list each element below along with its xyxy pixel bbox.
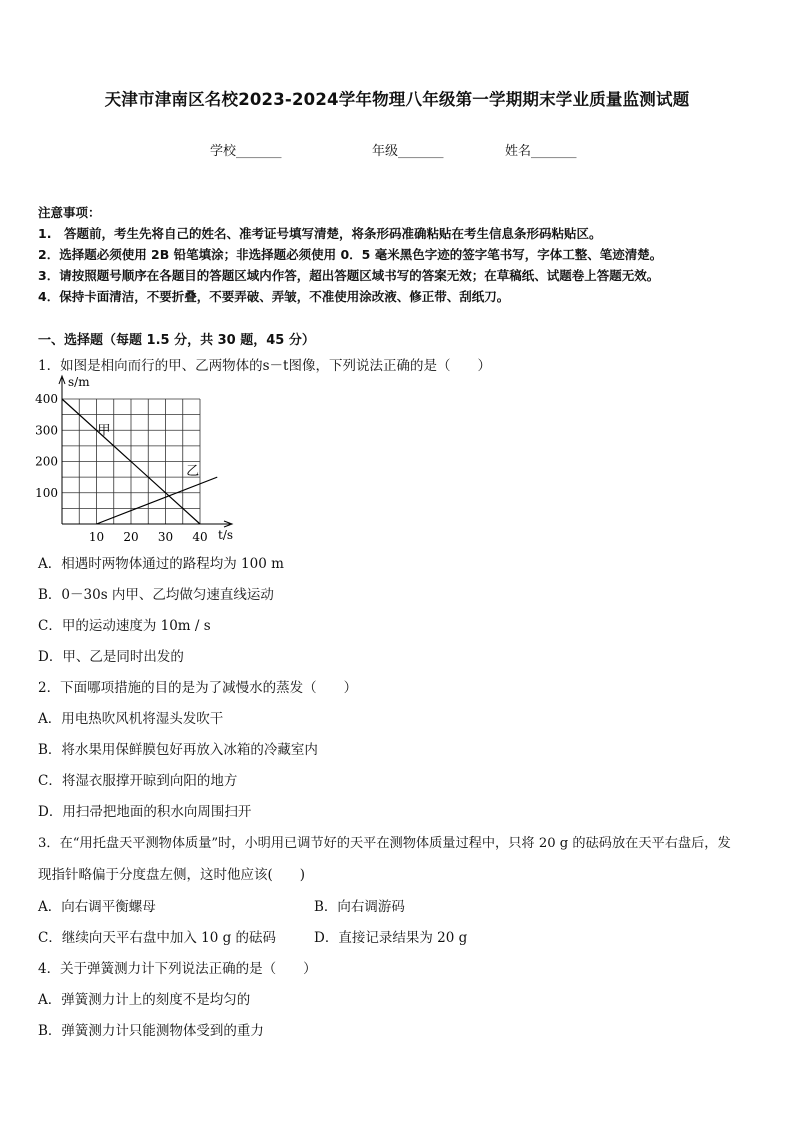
q3-option-d: D．直接记录结果为 20 g xyxy=(314,930,468,946)
page-title: 天津市津南区名校2023-2024学年物理八年级第一学期期末学业质量监测试题 xyxy=(104,90,690,109)
name-field: 姓名_______ xyxy=(505,144,577,159)
section-title: 一、选择题（每题 1.5 分，共 30 题，45 分） xyxy=(38,333,315,348)
notice-item-2: 2．选择题必须使用 2B 铅笔填涂；非选择题必须使用 0．5 毫米黑色字迹的签字笔书写，字体工整、笔迹清楚。 xyxy=(38,247,663,262)
school-field: 学校_______ xyxy=(210,144,282,159)
y-tick-label: 100 xyxy=(35,485,58,500)
notice-item-1: 1. 答题前，考生先将自己的姓名、准考证号填写清楚，将条形码准确粘贴在考生信息条形码粘贴区。 xyxy=(38,226,602,241)
series-label-yi: 乙 xyxy=(186,464,200,480)
q4-option-b: B．弹簧测力计只能测物体受到的重力 xyxy=(38,1023,264,1039)
q1-option-d: D．甲、乙是同时出发的 xyxy=(38,649,184,665)
y-tick-label: 400 xyxy=(35,392,58,406)
q2-option-c: C．将湿衣服撑开晾到向阳的地方 xyxy=(38,773,238,789)
q2-stem: 2．下面哪项措施的目的是为了减慢水的蒸发（ ） xyxy=(38,680,358,696)
q3-option-a: A．向右调平衡螺母 xyxy=(38,899,156,915)
q1-stem: 1．如图是相向而行的甲、乙两物体的s－t图像，下列说法正确的是（ ） xyxy=(38,358,491,374)
q4-stem: 4．关于弹簧测力计下列说法正确的是（ ） xyxy=(38,961,317,977)
x-tick-label: 10 xyxy=(88,530,105,544)
x-tick-label: 20 xyxy=(123,530,139,544)
y-axis-label: s/m xyxy=(68,375,90,389)
q2-option-d: D．用扫帚把地面的积水向周围扫开 xyxy=(38,804,252,820)
q4-option-a: A．弹簧测力计上的刻度不是均匀的 xyxy=(38,992,251,1008)
notice-heading: 注意事项： xyxy=(38,205,101,220)
q3-stem-line1: 3．在“用托盘天平测物体质量”时，小明用已调节好的天平在测物体质量过程中，只将 20 g 的砝码放在天平右盘后，发 xyxy=(38,836,731,851)
notice-item-4: 4．保持卡面清洁，不要折叠，不要弄破、弄皱，不准使用涂改液、修正带、刮纸刀。 xyxy=(38,289,510,304)
q3-option-c: C．继续向天平右盘中加入 10 g 的砝码 xyxy=(38,930,277,946)
q1-option-c: C．甲的运动速度为 10m / s xyxy=(38,618,211,634)
q3-option-b: B．向右调游码 xyxy=(314,899,405,915)
x-tick-label: 30 xyxy=(157,530,174,544)
q2-option-b: B．将水果用保鲜膜包好再放入冰箱的冷藏室内 xyxy=(38,742,318,758)
q3-stem-line2: 现指针略偏于分度盘左侧，这时他应该( ) xyxy=(38,867,306,883)
q2-option-a: A．用电热吹风机将湿头发吹干 xyxy=(38,711,224,727)
notice-item-3: 3．请按照题号顺序在各题目的答题区域内作答，超出答题区域书写的答案无效；在草稿纸、试题卷上答题无效。 xyxy=(38,268,660,283)
st-graph xyxy=(34,372,244,544)
q1-option-a: A．相遇时两物体通过的路程均为 100 m xyxy=(38,556,284,572)
y-tick-label: 300 xyxy=(35,423,58,438)
graph-labels xyxy=(35,375,233,544)
grade-field: 年级_______ xyxy=(372,144,444,159)
x-tick-label: 40 xyxy=(192,530,208,544)
y-tick-label: 200 xyxy=(35,454,58,469)
x-axis-label: t/s xyxy=(218,528,234,542)
q1-option-b: B．0－30s 内甲、乙均做匀速直线运动 xyxy=(38,587,274,603)
series-label-jia: 甲 xyxy=(97,423,111,439)
